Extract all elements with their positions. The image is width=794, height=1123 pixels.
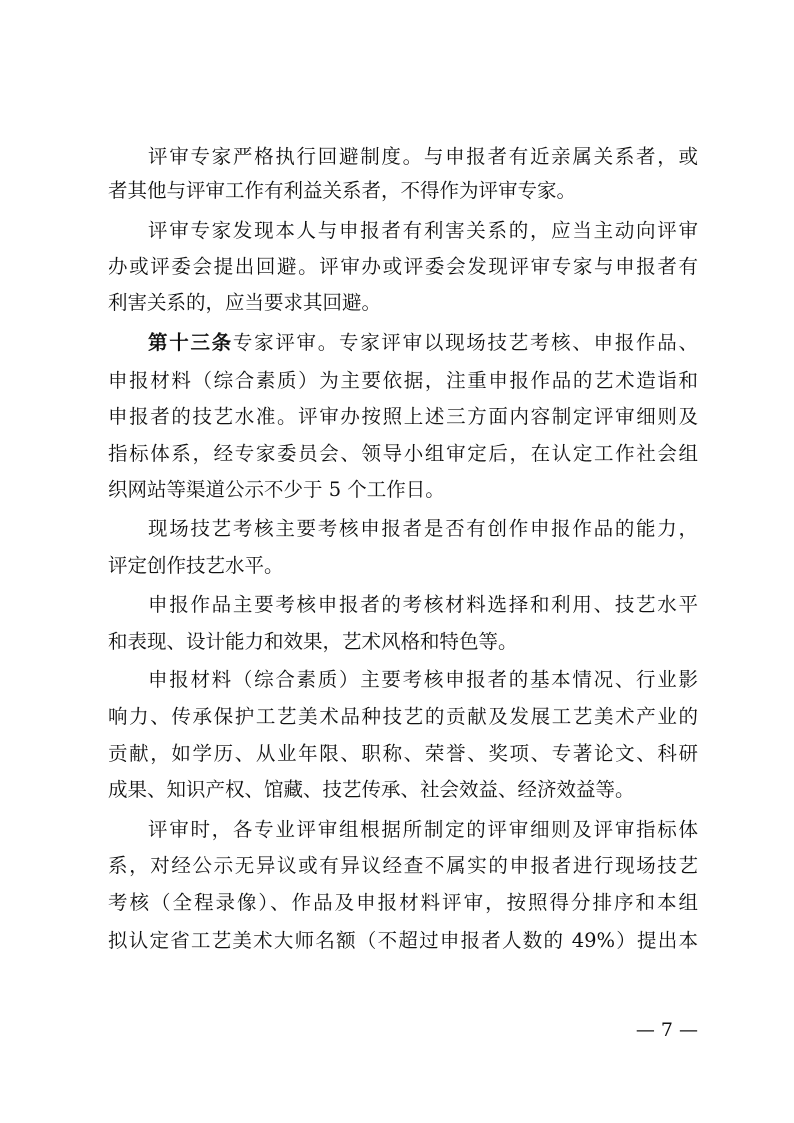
paragraph-6-line-2: 响力、传承保护工艺美术品种技艺的贡献及发展工艺美术产业的 — [108, 705, 698, 728]
article-label: 第十三条 — [148, 331, 233, 354]
page-number: — 7 — — [635, 1019, 698, 1041]
paragraph-3-line-4: 指标体系，经专家委员会、领导小组审定后，在认定工作社会组 — [108, 442, 698, 465]
paragraph-7-line-2: 系，对经公示无异议或有异议经查不属实的申报者进行现场技艺 — [108, 854, 698, 877]
paragraph-4-line-2: 评定创作技艺水平。 — [108, 554, 284, 577]
article-13-first-line — [148, 330, 698, 356]
paragraph-6-line-1: 申报材料（综合素质）主要考核申报者的基本情况、行业影 — [148, 668, 698, 691]
paragraph-3-line-5: 织网站等渠道公示不少于 5 个工作日。 — [108, 478, 445, 501]
paragraph-7-line-1: 评审时，各专业评审组根据所制定的评审细则及评审指标体 — [148, 818, 698, 841]
paragraph-1-line-2: 者其他与评审工作有利益关系者，不得作为评审专家。 — [108, 179, 577, 202]
paragraph-4-line-1: 现场技艺考核主要考核申报者是否有创作申报作品的能力， — [148, 517, 698, 540]
paragraph-6-line-4: 成果、知识产权、馆藏、技艺传承、社会效益、经济效益等。 — [108, 778, 635, 801]
paragraph-6-line-3: 贡献，如学历、从业年限、职称、荣誉、奖项、专著论文、科研 — [108, 742, 698, 765]
paragraph-3-line-2: 申报材料（综合素质）为主要依据，注重申报作品的艺术造诣和 — [108, 369, 698, 392]
paragraph-2-line-1: 评审专家发现本人与申报者有利害关系的，应当主动向评审 — [148, 219, 698, 242]
article-13-first-line-text: 专家评审。专家评审以现场技艺考核、申报作品、 — [232, 331, 698, 354]
paragraph-7-line-4: 拟认定省工艺美术大师名额（不超过申报者人数的 49%）提出本 — [108, 929, 698, 952]
paragraph-2-line-3: 利害关系的，应当要求其回避。 — [108, 291, 382, 314]
paragraph-1-line-1: 评审专家严格执行回避制度。与申报者有近亲属关系者，或 — [148, 145, 698, 168]
paragraph-5-line-1: 申报作品主要考核申报者的考核材料选择和利用、技艺水平 — [148, 593, 698, 616]
paragraph-5-line-2: 和表现、设计能力和效果，艺术风格和特色等。 — [108, 630, 518, 653]
paragraph-7-line-3: 考核（全程录像）、作品及申报材料评审，按照得分排序和本组 — [108, 891, 698, 914]
paragraph-3-line-3: 申报者的技艺水准。评审办按照上述三方面内容制定评审细则及 — [108, 405, 698, 428]
paragraph-2-line-2: 办或评委会提出回避。评审办或评委会发现评审专家与申报者有 — [108, 255, 698, 278]
